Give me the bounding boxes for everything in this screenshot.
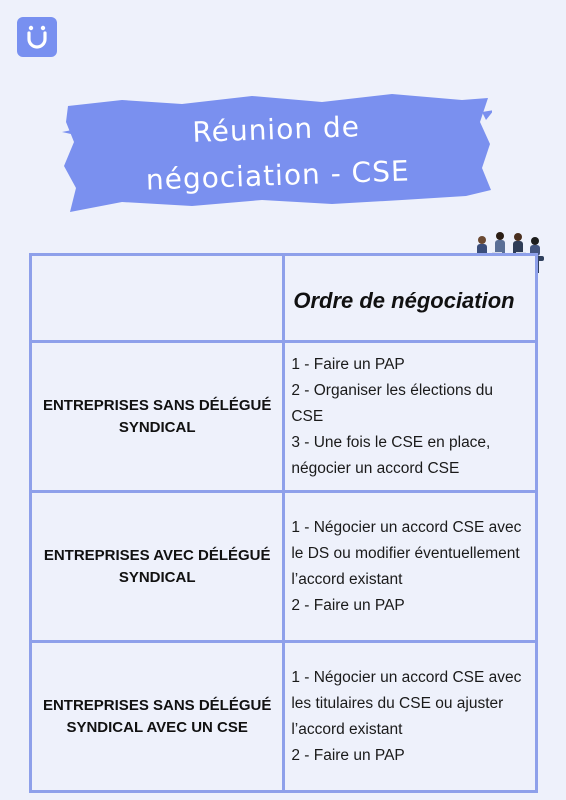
table-row xyxy=(31,492,537,642)
row-steps xyxy=(285,665,535,769)
step-item: 2 - Faire un PAP xyxy=(291,596,405,614)
row-steps xyxy=(285,352,535,482)
row-label: ENTREPRISES AVEC DÉLÉGUÉ SYNDICAL xyxy=(43,546,271,586)
table-row xyxy=(31,642,537,792)
table-header-cell xyxy=(284,255,537,342)
table-header-row xyxy=(31,255,537,342)
step-item: 1 - Négocier un accord CSE avec le DS ou modifier éventuellement l’accord existant xyxy=(291,518,522,588)
step-item: 1 - Négocier un accord CSE avec les titulaires du CSE ou ajuster l’accord existant xyxy=(291,668,522,738)
negotiation-table xyxy=(29,253,538,793)
table-row xyxy=(31,342,537,492)
step-item: 2 - Faire un PAP xyxy=(291,746,405,764)
row-steps xyxy=(285,515,535,619)
row-label: ENTREPRISES SANS DÉLÉGUÉ SYNDICAL AVEC UN CSE xyxy=(42,696,272,736)
step-item: 2 - Organiser les élections du CSE xyxy=(291,381,493,425)
page-title-line-1: Réunion de xyxy=(191,110,361,149)
title-banner xyxy=(62,92,492,214)
row-label: ENTREPRISES SANS DÉLÉGUÉ SYNDICAL xyxy=(42,396,272,436)
brand-logo-icon xyxy=(17,17,57,57)
step-item: 3 - Une fois le CSE en place, négocier un accord CSE xyxy=(291,433,491,477)
page-title xyxy=(60,85,494,222)
step-item: 1 - Faire un PAP xyxy=(291,355,405,373)
page-title-line-2: négociation - CSE xyxy=(145,154,411,197)
table-header-label: Ordre de négociation xyxy=(293,288,515,313)
table-header-empty-cell xyxy=(31,255,284,342)
